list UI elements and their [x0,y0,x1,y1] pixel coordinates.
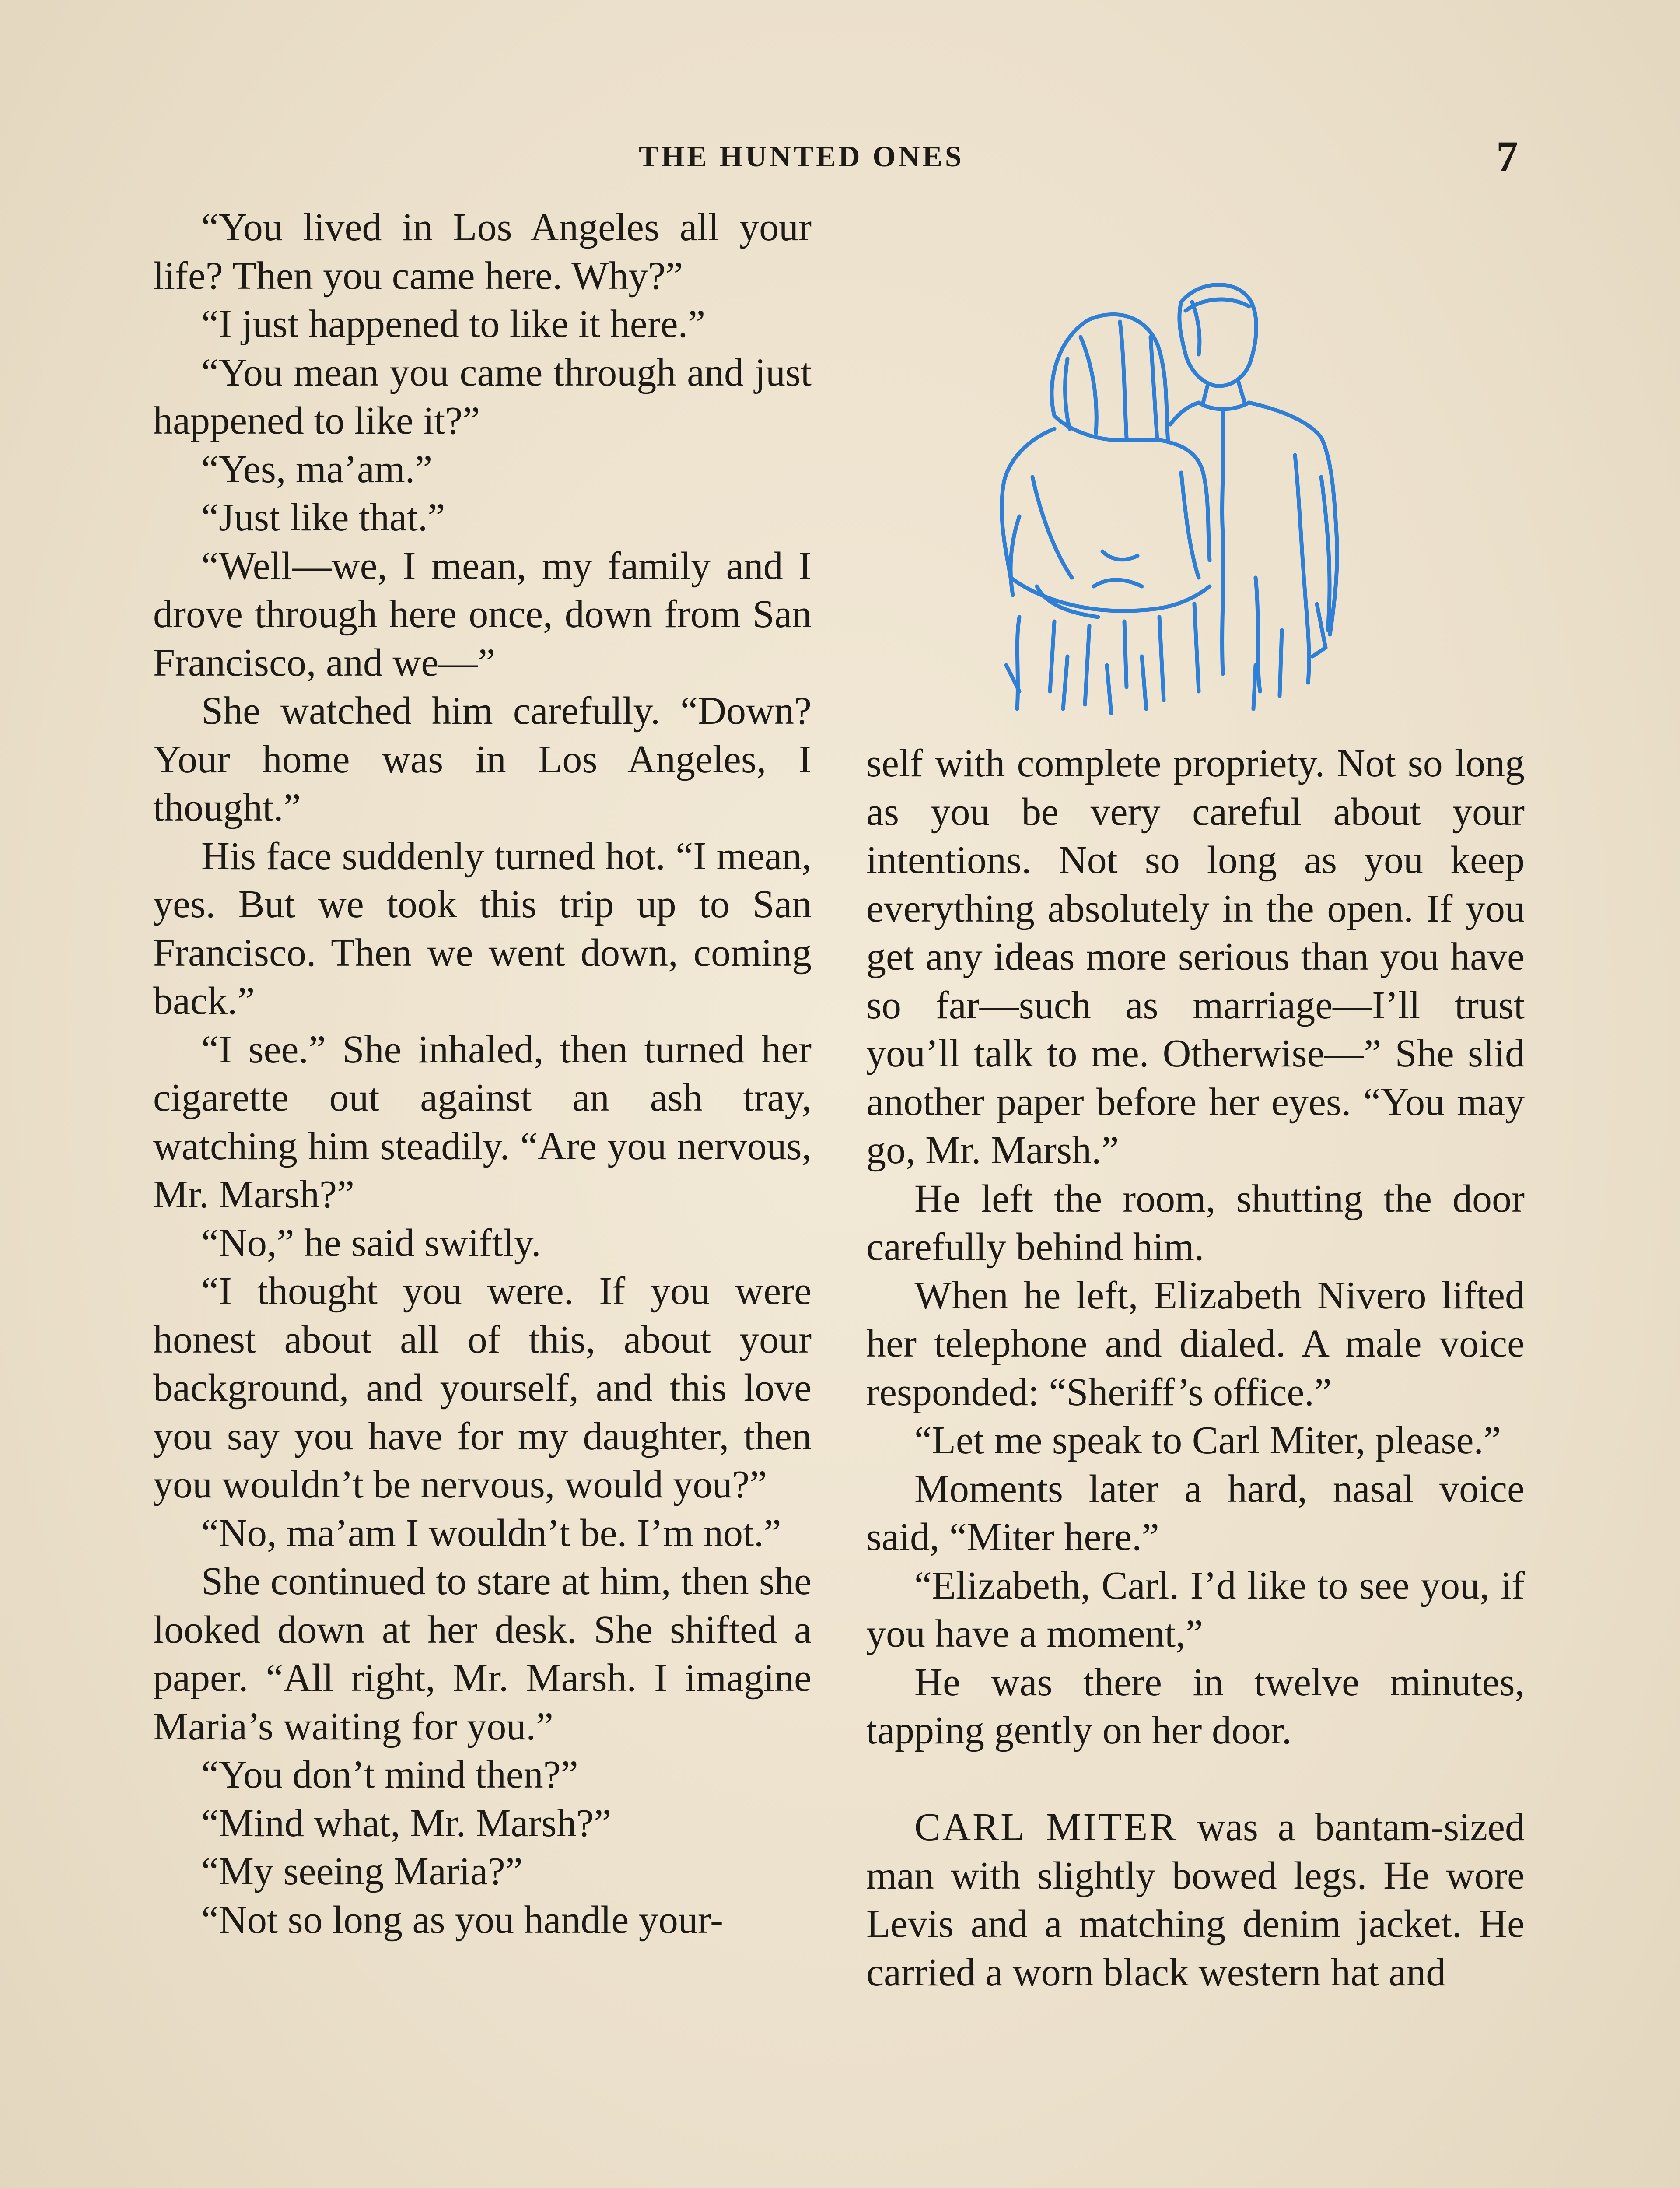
running-header-title: THE HUNTED ONES [639,140,964,173]
section-text: was a bantam-sized man with slightly bowed legs. He wore Levis and a matching denim jacket. He carried a worn black western hat and [866,1806,1525,1994]
paragraph: “You lived in Los Angeles all your life? Then you came here. Why?” [153,206,812,298]
paragraph: He left the room, shutting the door carefully behind him. [866,1177,1525,1269]
paragraph: His face suddenly turned hot. “I mean, yes. But we took this trip up to San Francisco. Then we went down, coming back.” [153,834,812,1023]
paragraph: “Well—we, I mean, my family and I drove through here once, down from San Francisco, and we—” [153,544,812,684]
paragraph: “You don’t mind then?” [201,1753,578,1796]
paragraph: Moments later a hard, nasal voice said, “Miter here.” [866,1467,1525,1559]
paragraph: self with complete propriety. Not so long as you be very careful about your intentions. Not so long as you keep everything absolutely in the open. If you get any ideas more serious than you have so far—such as marriage—I’ll trust you’ll talk to me. Otherwise—” She slid another paper before her eyes. “You may go, Mr. Marsh.” [866,742,1525,1172]
page-number: 7 [1496,132,1518,181]
paragraph: “Not so long as you handle your- [201,1898,723,1942]
paragraph: He was there in twelve minutes, tapping gently on her door. [866,1660,1525,1752]
paragraph: “No,” he said swiftly. [201,1221,541,1265]
paragraph: “You mean you came through and just happened to like it?” [153,351,812,442]
paragraph: “Mind what, Mr. Marsh?” [201,1801,612,1845]
paragraph: “Just like that.” [201,496,445,539]
paragraph: “Yes, ma’am.” [201,447,433,491]
section-lead-in: CARL MITER [914,1806,1178,1849]
paragraph: “My seeing Maria?” [201,1850,523,1893]
section-break-paragraph [866,1803,1525,1997]
right-column [866,740,1525,1997]
couple-illustration [993,271,1361,726]
paragraph: “No, ma’am I wouldn’t be. I’m not.” [201,1511,781,1555]
left-column [153,203,812,1944]
paragraph: “I just happened to like it here.” [201,302,706,346]
paragraph: “Elizabeth, Carl. I’d like to see you, if you have a moment,” [866,1564,1525,1655]
paragraph: “I see.” She inhaled, then turned her cigarette out against an ash tray, watching him steadily. “Are you nervous, Mr. Marsh?” [153,1027,812,1216]
paragraph: When he left, Elizabeth Nivero lifted her telephone and dialed. A male voice responded: “Sheriff’s office.” [866,1273,1525,1414]
illustration-strokes [1002,285,1337,713]
paragraph: She continued to stare at him, then she looked down at her desk. She shifted a paper. “All right, Mr. Marsh. I imagine Maria’s waiting for you.” [153,1560,812,1748]
paragraph: She watched him carefully. “Down? Your home was in Los Angeles, I thought.” [153,689,812,829]
paragraph: “Let me speak to Carl Miter, please.” [914,1419,1501,1462]
paragraph: “I thought you were. If you were honest about all of this, about your background, and yourself, and this love you say you have for my daughter, then you wouldn’t be nervous, would you?” [153,1269,812,1506]
